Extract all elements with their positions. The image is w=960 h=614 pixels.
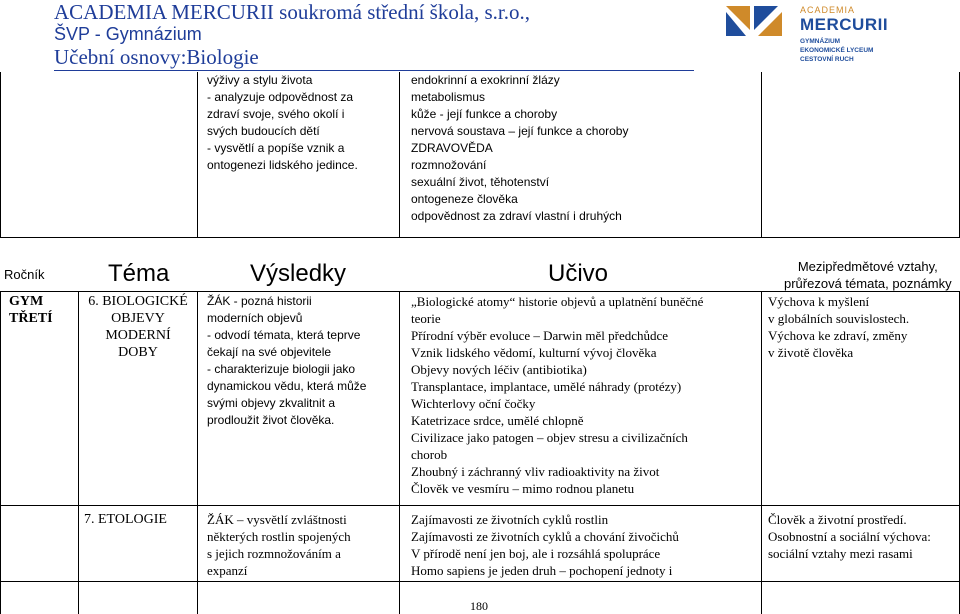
row1-content: „Biologické atomy“ historie objevů a uplatnění buněčné teorie Přírodní výběr evoluce – Darwin měl předchůdce Vznik lidského vědomí, kulturní vývoj člověka Objevy nových léčiv (antibiotika) Transplantace, implantace, umělé náhrady (protézy) Wichterlovy oční čočky Katetrizace srdce, umělé chlopně Civilizace jako patogen – objev stresu a civilizačních chorob Zhoubný i záchranný vliv radioaktivity na život Člověk ve vesmíru – mimo rodnou planetu: [411, 294, 704, 496]
curriculum-title: Učební osnovy:Biologie: [54, 45, 259, 69]
body-divider-3: [399, 291, 400, 614]
logo-mark-icon: [718, 2, 790, 64]
header-underline: [54, 70, 694, 71]
col-tema: Téma: [108, 260, 170, 287]
logo-subtitle: GYMNÁZIUM EKONOMICKÉ LYCEUM CESTOVNÍ RUCH: [800, 38, 874, 63]
row2-topic: 7. ETOLOGIE: [84, 512, 167, 527]
top-divider-3: [761, 72, 762, 237]
logo-mercurii: MERCURII: [800, 15, 889, 34]
academia-mercurii-logo: [718, 2, 888, 64]
body-divider-1: [78, 291, 79, 614]
row2-notes: Člověk a životní prostředí. Osobnostní a sociální výchova: sociální vztahy mezi rasami: [768, 512, 931, 561]
body-divider-2: [197, 291, 198, 614]
col-ucivo: Učivo: [548, 260, 609, 287]
body-divider-4: [761, 291, 762, 614]
body-divider-left: [0, 291, 1, 614]
page-number: 180: [470, 599, 488, 613]
logo-academia: ACADEMIA: [800, 5, 856, 15]
top-results: výživy a stylu života - analyzuje odpovědnost za zdraví svoje, svého okolí i svých budoucích dětí - vysvětlí a popíše vznik a ontogenezi lidského jedince.: [207, 73, 358, 172]
top-content: endokrinní a exokrinní žlázy metabolismus kůže - její funkce a choroby nervová soustava – její funkce a choroby ZDRAVOVĚDA rozmnožování sexuální život, těhotenství ontogeneze člověka odpovědnost za zdraví vlastní i druhých: [411, 73, 629, 223]
table-bottom: [0, 581, 960, 582]
row2-content: Zajímavosti ze životních cyklů rostlin Zajímavosti ze životních cyklů a chování živočichů V přírodě není jen boj, ale i rozsáhlá spolupráce Homo sapiens je jeden druh – pochopení jednoty i: [411, 512, 679, 578]
top-divider-1: [197, 72, 198, 237]
top-section-bottom: [0, 237, 960, 238]
year-cell: GYM TŘETÍ: [9, 294, 53, 326]
top-divider-2: [399, 72, 400, 237]
col-vysledky: Výsledky: [250, 260, 347, 287]
row2-results: ŽÁK – vysvětlí zvláštnosti některých rostlin spojených s jejich rozmnožováním a expanzí: [207, 512, 351, 578]
header-row-bottom: [0, 291, 960, 292]
row1-results: ŽÁK - pozná historii moderních objevů - odvodí témata, která teprve čekají na své objevitele - charakterizuje biologii jako dynamickou vědu, která může svými objevy zkvalitnit a prodloužit život člověka.: [207, 294, 367, 427]
program-name: ŠVP - Gymnázium: [54, 24, 202, 44]
col-rocnik: Ročník: [4, 267, 45, 282]
row-divider: [0, 505, 960, 506]
col-mezipredmetove: Mezipředmětové vztahy, průřezová témata, poznámky: [784, 259, 952, 291]
row1-notes: Výchova k myšlení v globálních souvislostech. Výchova ke zdraví, změny v životě člověka: [768, 294, 910, 360]
row1-topic: 6. BIOLOGICKÉ OBJEVY MODERNÍ DOBY: [88, 294, 188, 360]
top-divider-left: [0, 72, 1, 237]
school-name: ACADEMIA MERCURII soukromá střední škola, s.r.o.,: [54, 0, 530, 24]
